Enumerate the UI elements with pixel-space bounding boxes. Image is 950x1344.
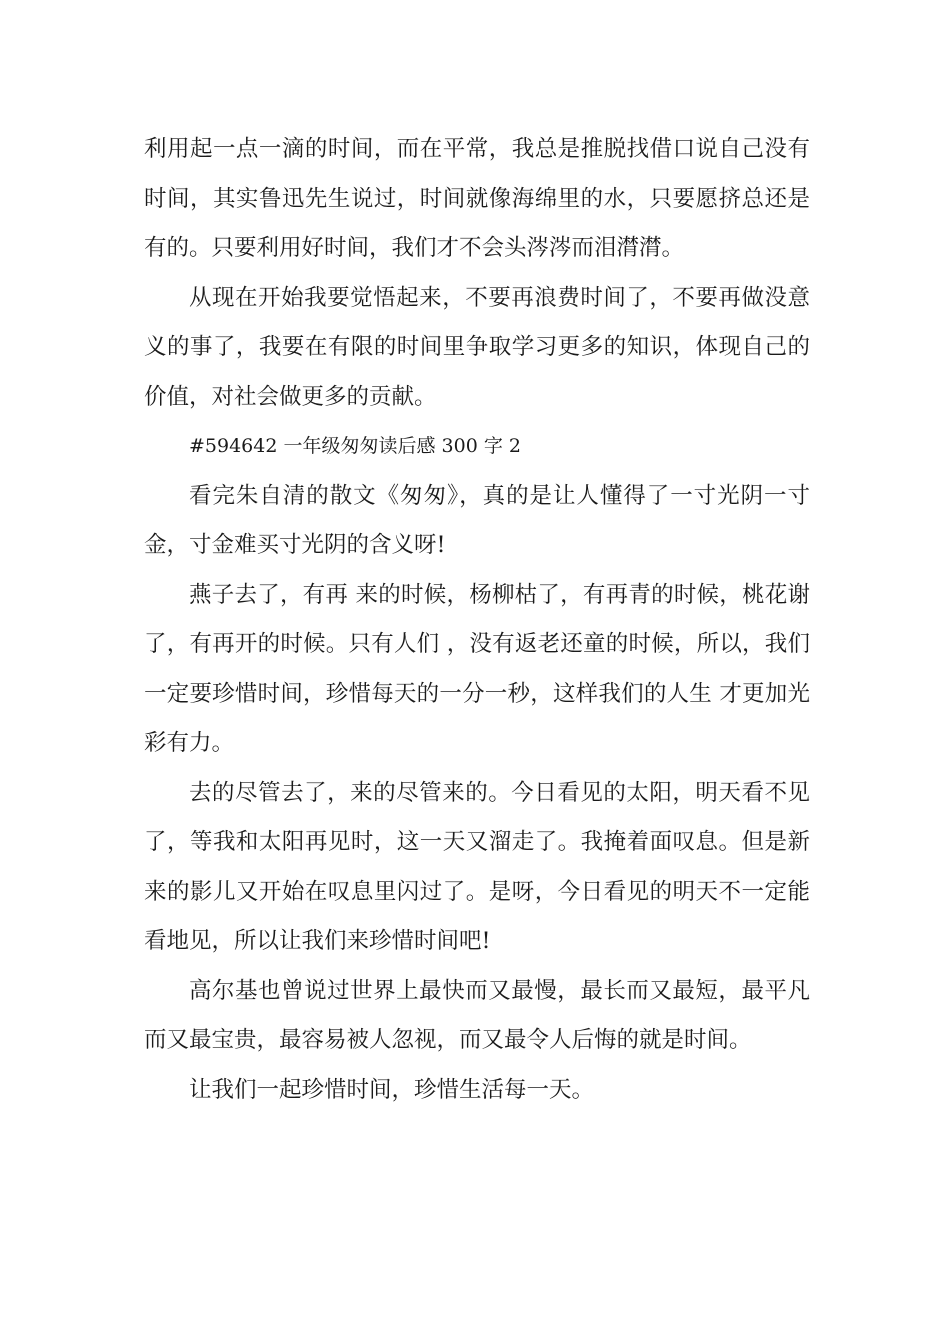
paragraph: 去的尽管去了，来的尽管来的。今日看见的太阳，明天看不见了，等我和太阳再见时，这一天又溜走了。我掩着面叹息。但是新来的影儿又开始在叹息里闪过了。是呀，今日看见的明天不一定能看地见，所以让我们来珍惜时间吧! — [144, 779, 810, 954]
paragraph: 让我们一起珍惜时间，珍惜生活每一天。 — [189, 1076, 595, 1103]
paragraph-continued: 利用起一点一滴的时间，而在平常，我总是推脱找借口说自己没有时间，其实鲁迅先生说过，时间就像海绵里的水，只要愿挤总还是有的。只要利用好时间，我们才不会头涔涔而泪潸潸。 — [144, 136, 810, 261]
section-heading: #594642 一年级匆匆读后感 300 字 2 — [189, 435, 521, 457]
paragraph: 从现在开始我要觉悟起来，不要再浪费时间了，不要再做没意义的事了，我要在有限的时间里争取学习更多的知识，体现自己的价值，对社会做更多的贡献。 — [144, 284, 810, 410]
document-body — [144, 125, 810, 1115]
paragraph: 看完朱自清的散文《匆匆》，真的是让人懂得了一寸光阴一寸金，寸金难买寸光阴的含义呀! — [144, 482, 810, 558]
paragraph: 高尔基也曾说过世界上最快而又最慢，最长而又最短，最平凡而又最宝贵，最容易被人忽视，而又最令人后悔的就是时间。 — [144, 977, 810, 1053]
paragraph: 燕子去了，有再 来的时候，杨柳枯了，有再青的时候，桃花谢了，有再开的时候。只有人们 ，没有返老还童的时候，所以，我们一定要珍惜时间，珍惜每天的一分一秒，这样我们的人生 才更加光彩有力。 — [144, 581, 810, 756]
